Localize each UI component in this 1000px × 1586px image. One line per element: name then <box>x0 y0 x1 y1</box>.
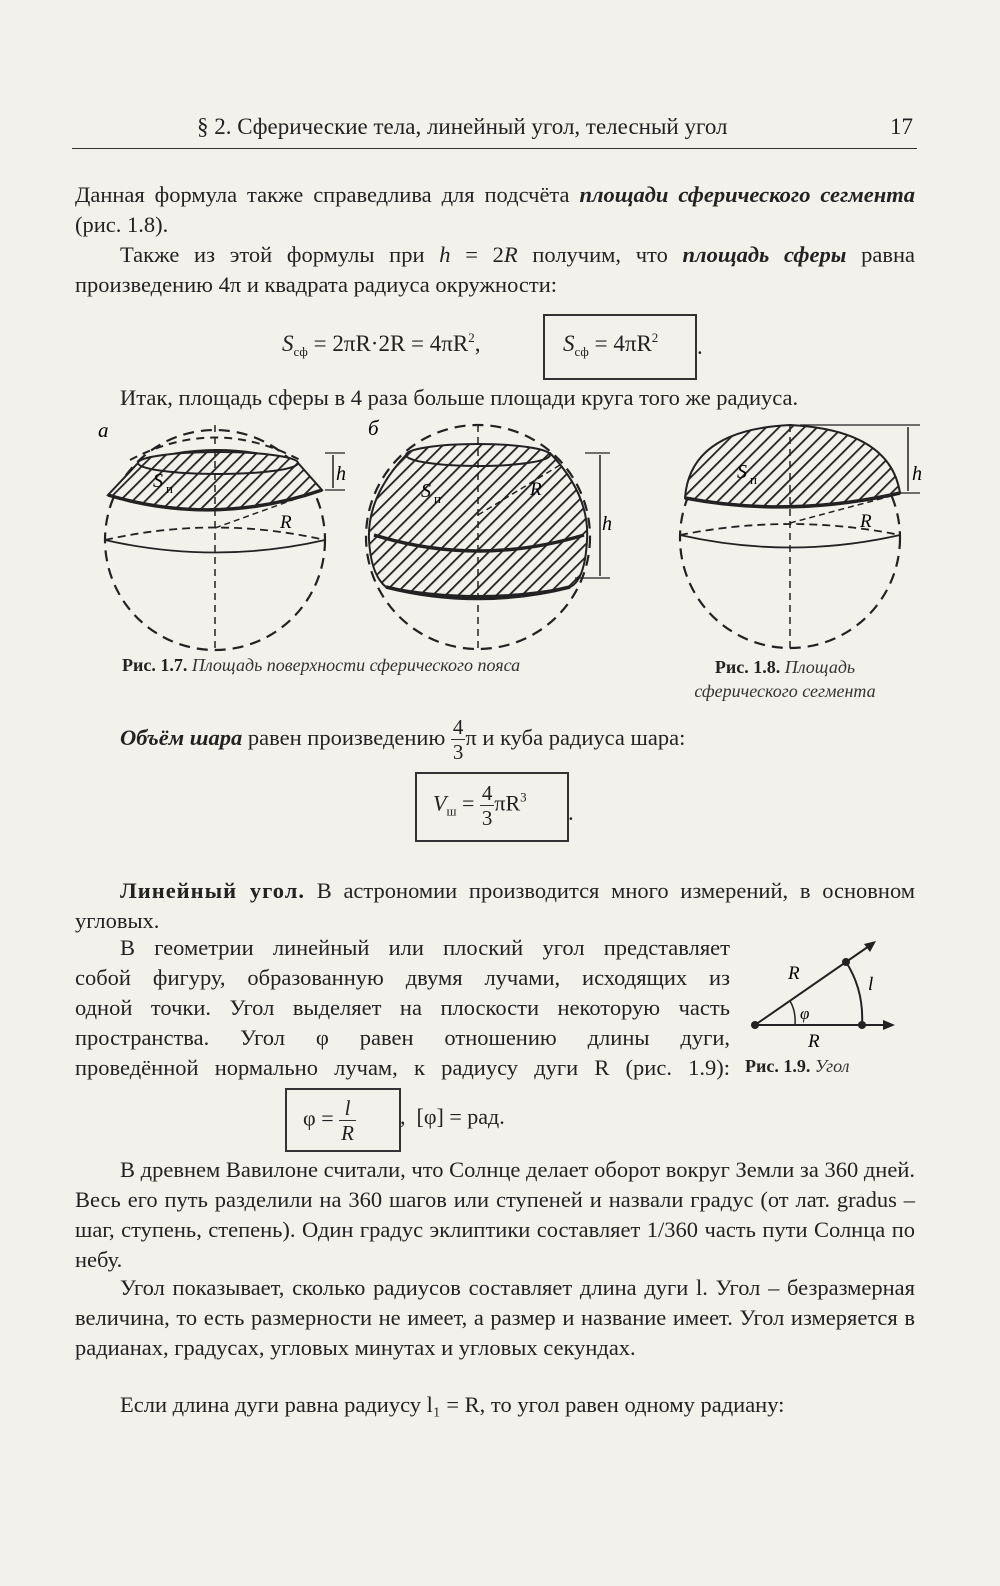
f2-frac-num: 4 <box>481 781 493 805</box>
p4-pi: π <box>465 725 477 750</box>
caption-fig-1-9 <box>745 1056 850 1077</box>
fig-b-sp: S <box>421 480 431 502</box>
fig-b-h: h <box>602 513 612 535</box>
fig-a-sp: S <box>153 470 163 492</box>
cap19-num: Рис. 1.9. <box>745 1056 811 1076</box>
p1-text-b: (рис. 1.8). <box>75 212 169 237</box>
caption-fig-1-7 <box>122 655 520 676</box>
f1b-sub: сф <box>574 344 589 359</box>
formula-2-dot: . <box>568 800 574 825</box>
f2-sub: ш <box>446 803 457 819</box>
fig-c-sp: S <box>737 461 747 483</box>
paragraph-2 <box>75 240 915 300</box>
f2-v: V <box>433 790 447 816</box>
running-header <box>72 112 917 149</box>
p6-line-4: пространства. Угол φ равен отношению длины дуги, <box>75 1025 730 1050</box>
cap18-text-1: Площадь <box>784 657 856 677</box>
p5-text: В астрономии производится много измерений, в основном угловых. <box>75 878 916 933</box>
p4-fraction <box>451 715 466 764</box>
f1-rhs: = 2πR·2R = 4πR <box>307 331 469 356</box>
p4-text-a: равен произведению <box>242 725 451 750</box>
p6-line-5: проведённой нормально лучам, к радиусу дуги R (рис. 1.9): <box>75 1055 730 1080</box>
f1b-sup: 2 <box>651 330 659 345</box>
paragraph-3: Итак, площадь сферы в 4 раза больше площади круга того же радиуса. <box>120 385 799 410</box>
p4-frac-den: 3 <box>452 740 464 765</box>
f1-comma: , <box>474 331 481 356</box>
p5-bold: Линейный угол. <box>120 878 305 903</box>
p6-line-1: В геометрии линейный или плоский угол представляет <box>120 935 730 960</box>
p2-bold: площадь сферы <box>682 242 847 267</box>
caption-fig-1-8 <box>660 655 910 703</box>
fig-a-R: R <box>280 512 292 533</box>
paragraph-8: Угол показывает, сколько радиусов составляет длина дуги l. Угол – безразмерная величина, то есть размерности не имеет, а размер и название имеет. Угол измеряется в радианах, градусах, угловых минутах и угловых секундах. <box>75 1275 915 1360</box>
fig19-R2: R <box>808 1031 820 1050</box>
cap17-text: Площадь поверхности сферического пояса <box>191 655 521 675</box>
f2-fraction <box>480 781 495 830</box>
figure-angle <box>740 935 910 1050</box>
figure-spheres <box>90 415 950 660</box>
p2-eq: = 2 <box>450 242 504 267</box>
p4-text-b: и куба радиуса шара: <box>476 725 686 750</box>
fig-c-sp-sub: п <box>750 472 757 487</box>
p1-text-a: Данная формула также справедлива для подсчёта <box>75 182 580 207</box>
fig19-l: l <box>868 974 874 995</box>
p2-R: R <box>503 242 518 267</box>
f1-sub: сф <box>293 344 308 359</box>
fig19-R1: R <box>788 963 800 984</box>
p2-text-a: Также из этой формулы при <box>120 242 440 267</box>
cap18-text-2: сферического сегмента <box>694 681 876 701</box>
fig-b-label: б <box>368 416 379 440</box>
paragraph-1 <box>75 180 915 240</box>
cap17-num: Рис. 1.7. <box>122 655 188 675</box>
formula-angle-box <box>285 1088 401 1152</box>
paragraph-4 <box>120 708 920 768</box>
f1-sup: 2 <box>468 330 475 345</box>
cap18-num: Рис. 1.8. <box>714 657 781 677</box>
p4-frac-num: 4 <box>452 715 464 740</box>
fig-a-h: h <box>336 463 346 485</box>
paragraph-6 <box>75 933 730 1083</box>
f2-rhs: πR <box>494 790 521 816</box>
p6-line-3: одной точки. Угол выделяет на плоскости некоторую часть <box>75 995 730 1020</box>
f2-sup: 3 <box>520 789 527 805</box>
paragraph-7: В древнем Вавилоне считали, что Солнце делает оборот вокруг Земли за 360 дней. Весь его путь разделили на 360 шагов или ступеней и назвали градус (от лат. gradus – шаг, ступень, степень). Один градус эклиптики составляет 1/360 часть пути Солнца по небу. <box>75 1157 915 1272</box>
fig-a-label: а <box>98 418 109 442</box>
f3-phi: φ = <box>303 1105 340 1131</box>
fig-b-sp-sub: п <box>434 491 441 506</box>
f1b-s: S <box>563 331 575 356</box>
formula-ball-volume-box <box>415 772 569 842</box>
sphere-a <box>98 418 346 650</box>
p4-bold: Объём шара <box>120 725 243 750</box>
f3-fraction <box>339 1096 356 1145</box>
f3-den: R <box>341 1121 354 1145</box>
f2-frac-den: 3 <box>481 806 493 830</box>
paragraph-9: Если длина дуги равна радиусу l₁ = R, то угол равен одному радиану: <box>120 1392 785 1417</box>
header-title: § 2. Сферические тела, линейный угол, телесный угол <box>197 114 728 139</box>
p2-text-c: равна произведению 4π и квадрата радиуса окружности: <box>75 242 915 297</box>
fig-c-h: h <box>912 463 922 485</box>
p2-text-b: получим, что <box>517 242 683 267</box>
fig19-phi: φ <box>800 1004 810 1023</box>
f1-s: S <box>282 331 294 356</box>
sphere-segment <box>680 425 922 648</box>
page-number: 17 <box>890 114 913 139</box>
formula-sphere-area-box <box>543 314 697 380</box>
fig-a-sp-sub: п <box>166 481 173 496</box>
p6-line-2: собой фигуру, образованную двумя лучами, исходящих из <box>75 965 730 990</box>
formula-3-tail <box>400 1104 505 1130</box>
paragraph-5 <box>75 876 915 936</box>
f3-comma: , <box>400 1104 406 1129</box>
f3-num: l <box>339 1096 356 1121</box>
formula-sphere-area <box>282 330 480 360</box>
p1-bold: площади сферического сегмента <box>579 182 915 207</box>
f1b-rhs: = 4πR <box>588 331 652 356</box>
formula-1-dot: . <box>697 334 703 359</box>
sphere-b <box>366 416 612 649</box>
fig-c-R: R <box>860 511 872 532</box>
p2-h: h <box>439 242 451 267</box>
f2-eq: = <box>456 790 480 816</box>
sphere-segment-cap <box>685 425 900 507</box>
cap19-text: Угол <box>814 1056 850 1076</box>
f3-unit: [φ] = рад. <box>416 1104 505 1129</box>
fig-b-R: R <box>530 479 542 500</box>
